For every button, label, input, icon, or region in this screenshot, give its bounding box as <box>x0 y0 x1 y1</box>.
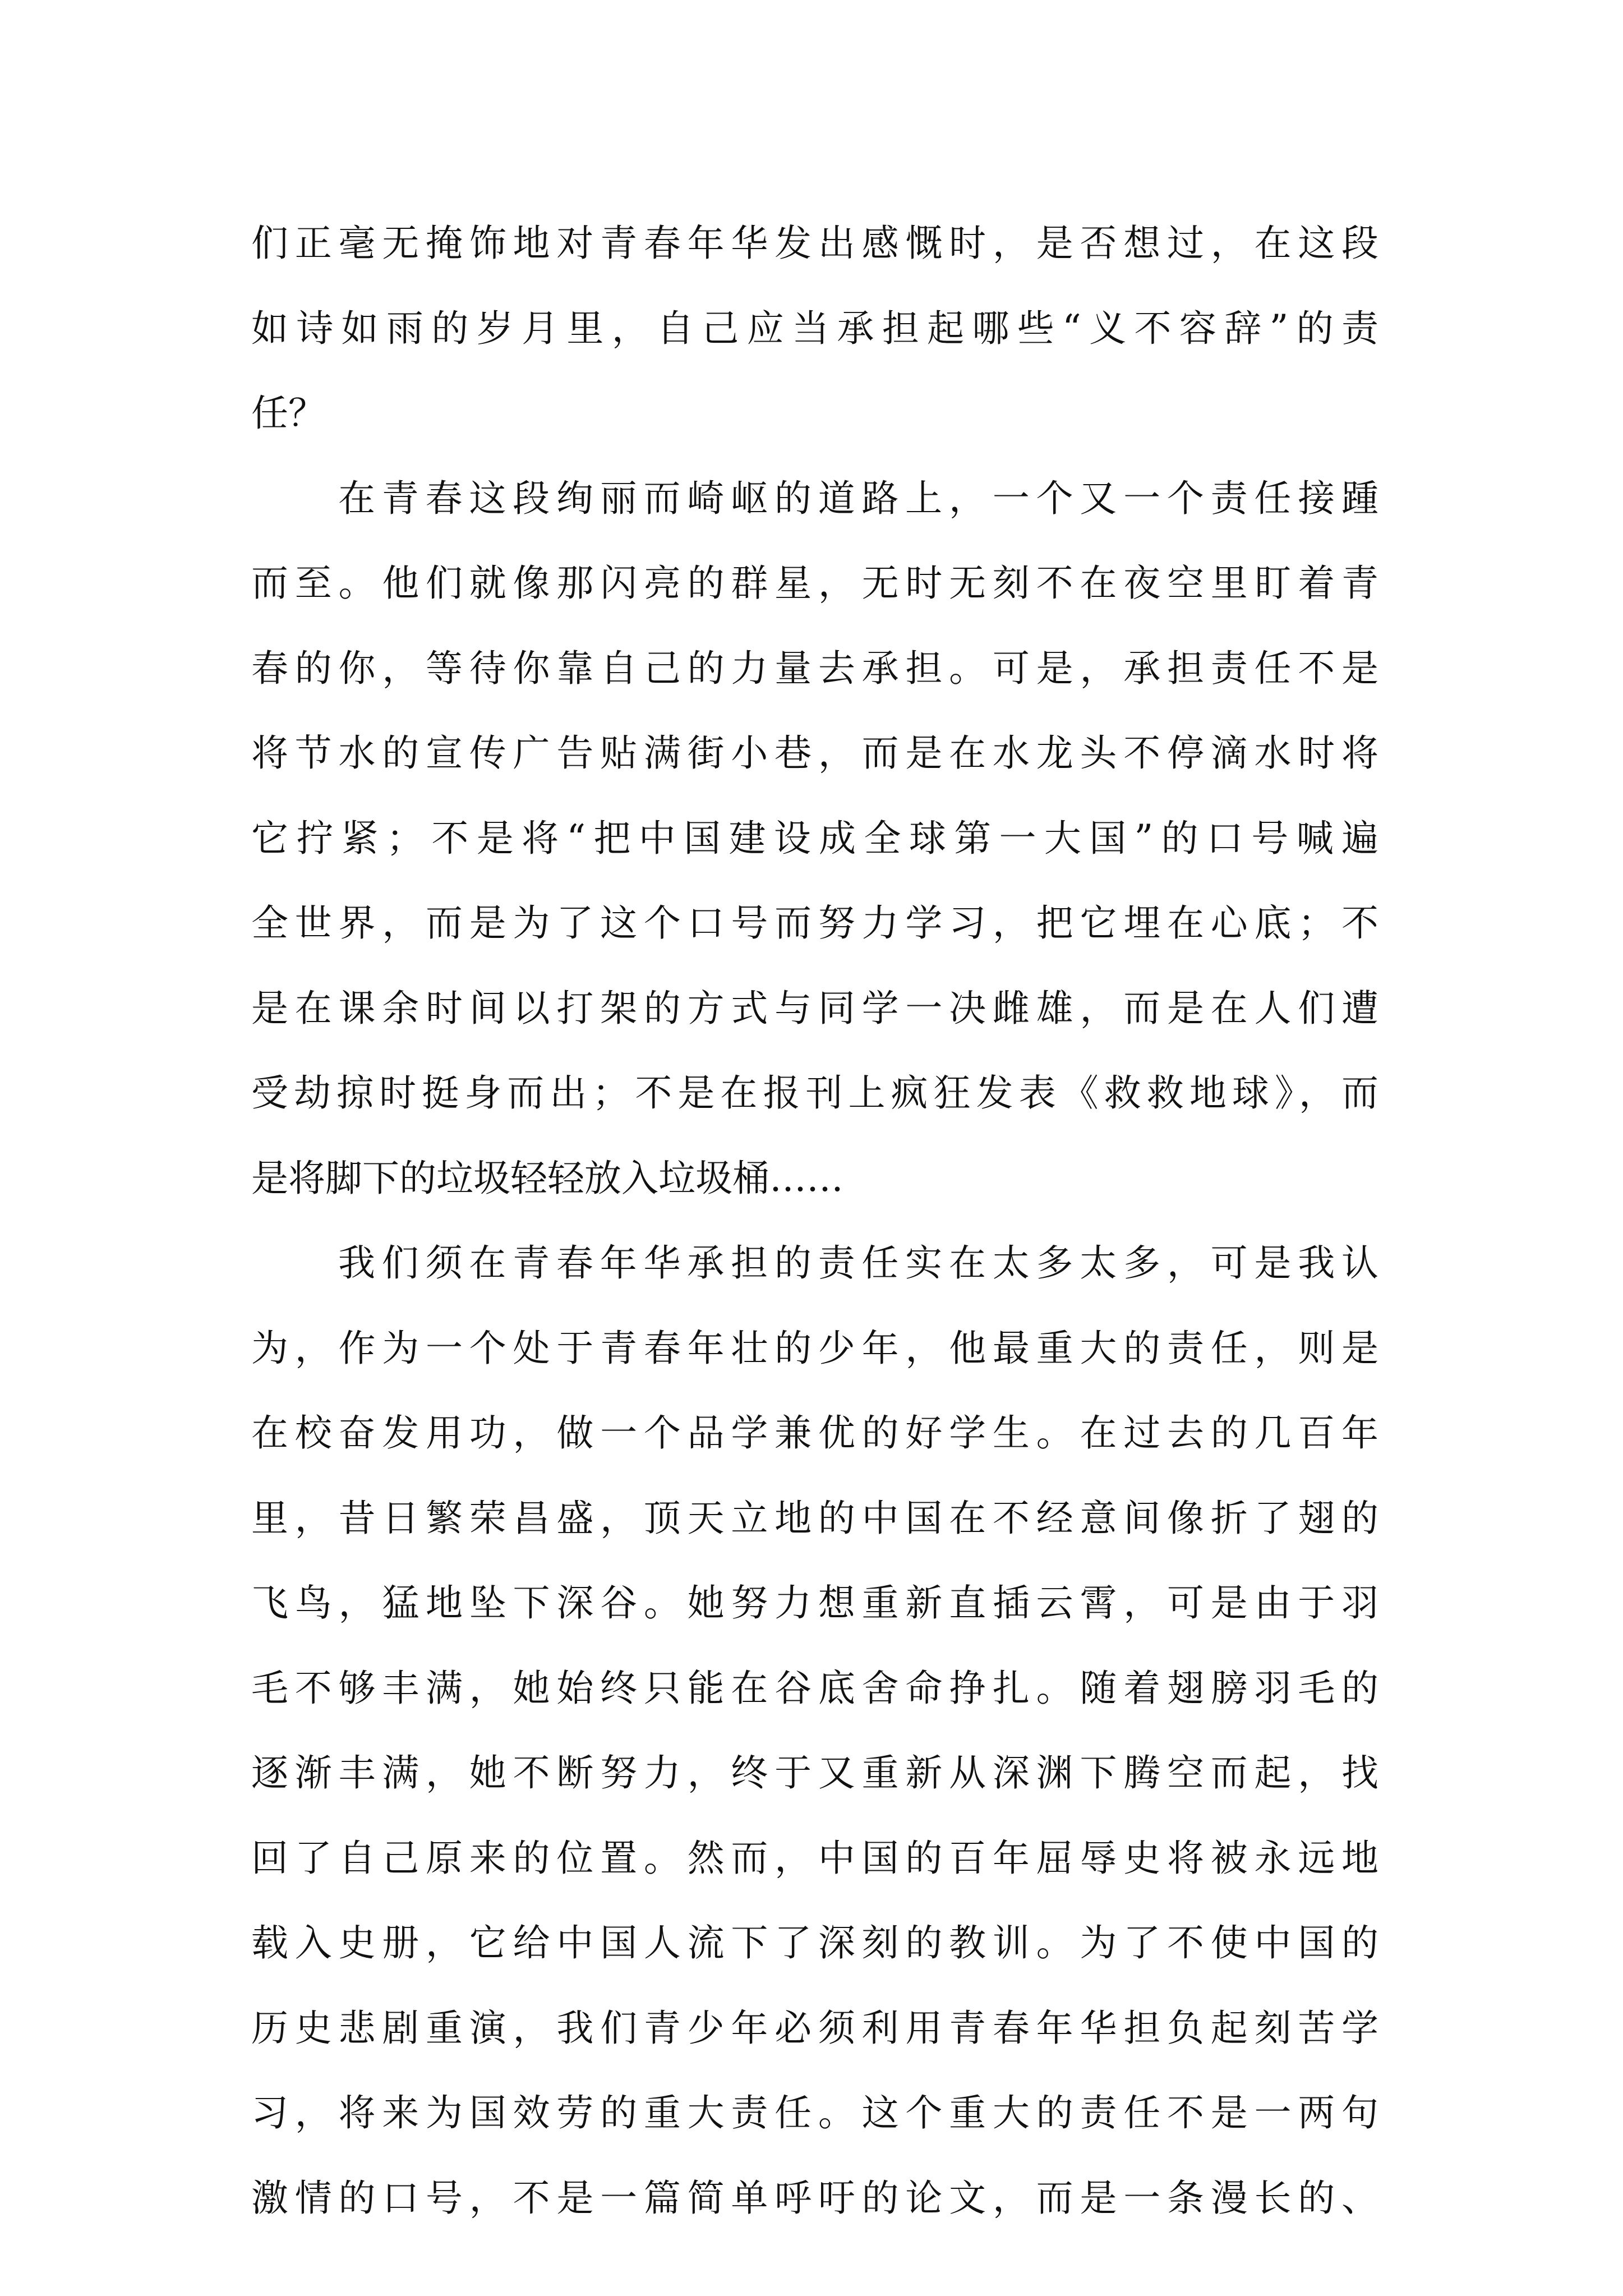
text-line: 是在课余时间以打架的方式与同学一决雌雄，而是在人们遭 <box>251 986 1378 1030</box>
text-line: 激情的口号，不是一篇简单呼吁的论文，而是一条漫长的、 <box>251 2176 1378 2220</box>
text-line: 任？ <box>251 392 325 435</box>
text-line: 飞鸟，猛地坠下深谷。她努力想重新直插云霄，可是由于羽 <box>251 1581 1378 1625</box>
text-line: 将节水的宣传广告贴满街小巷，而是在水龙头不停滴水时将 <box>251 731 1378 775</box>
text-line: 载入史册，它给中国人流下了深刻的教训。为了不使中国的 <box>251 1921 1378 1964</box>
text-line: 历史悲剧重演，我们青少年必须利用青春年华担负起刻苦学 <box>251 2006 1378 2050</box>
text-line: 为，作为一个处于青春年壮的少年，他最重大的责任，则是 <box>251 1326 1378 1370</box>
text-line: 在校奋发用功，做一个品学兼优的好学生。在过去的几百年 <box>251 1411 1378 1455</box>
text-line: 们正毫无掩饰地对青春年华发出感慨时，是否想过，在这段 <box>251 222 1378 265</box>
paragraph-first-line: 我们须在青春年华承担的责任实在太多太多，可是我认 <box>338 1241 1378 1285</box>
text-line: 春的你，等待你靠自己的力量去承担。可是，承担责任不是 <box>251 646 1378 690</box>
text-line: 全世界，而是为了这个口号而努力学习，把它埋在心底；不 <box>251 901 1378 945</box>
text-line: 如诗如雨的岁月里，自己应当承担起哪些“义不容辞”的责 <box>251 306 1378 350</box>
text-line: 习，将来为国效劳的重大责任。这个重大的责任不是一两句 <box>251 2091 1378 2134</box>
text-line: 里，昔日繁荣昌盛，顶天立地的中国在不经意间像折了翅的 <box>251 1496 1378 1540</box>
text-line: 逐渐丰满，她不断努力，终于又重新从深渊下腾空而起，找 <box>251 1751 1378 1795</box>
text-line: 而至。他们就像那闪亮的群星，无时无刻不在夜空里盯着青 <box>251 562 1378 605</box>
text-line: 回了自己原来的位置。然而，中国的百年屈辱史将被永远地 <box>251 1836 1378 1880</box>
text-line: 毛不够丰满，她始终只能在谷底舍命挣扎。随着翅膀羽毛的 <box>251 1666 1378 1710</box>
text-line: 受劫掠时挺身而出；不是在报刊上疯狂发表《救救地球》，而 <box>251 1071 1378 1115</box>
text-line: 它拧紧；不是将“把中国建设成全球第一大国”的口号喊遍 <box>251 816 1378 860</box>
paragraph-first-line: 在青春这段绚丽而崎岖的道路上，一个又一个责任接踵 <box>338 476 1378 520</box>
text-line: 是将脚下的垃圾轻轻放入垃圾桶…… <box>251 1156 843 1200</box>
essay-body <box>251 201 1378 2240</box>
